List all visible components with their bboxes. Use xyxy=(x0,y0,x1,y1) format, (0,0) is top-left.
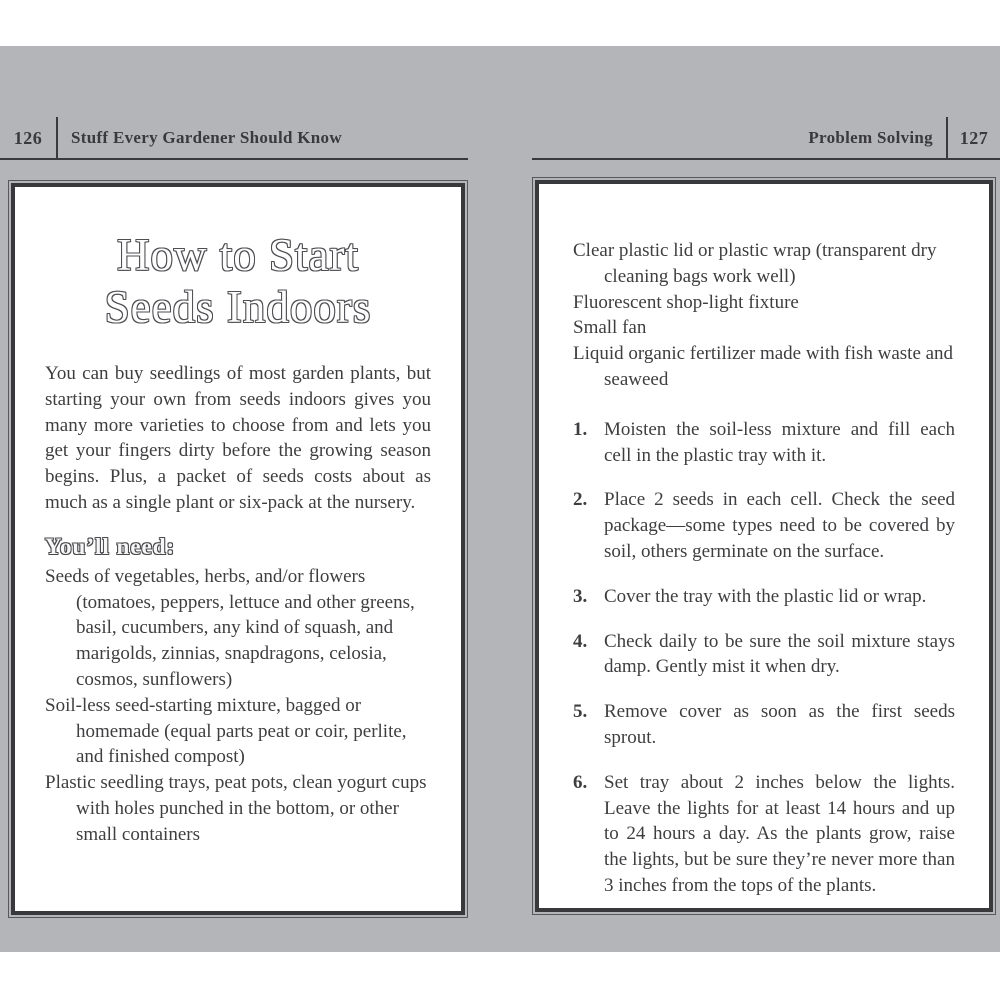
step-text: Cover the tray with the plastic lid or wrap. xyxy=(604,585,927,607)
right-page-content xyxy=(539,184,989,899)
need-item: Small fan xyxy=(573,317,647,339)
step-number: 2. xyxy=(573,489,588,511)
step-text: Remove cover as soon as the first seeds sprout. xyxy=(604,701,955,748)
need-item: Plastic seedling trays, peat pots, clean yogurt cups with holes punched in the bottom, or other small containers xyxy=(45,772,427,845)
step-number: 1. xyxy=(573,418,588,440)
need-item: Seeds of vegetables, herbs, and/or flowers (tomatoes, peppers, lettuce and other greens, basil, cucumbers, any kind of squash, and marigolds, zinnias, snapdragons, celosia, cosmos, sunflowers) xyxy=(45,565,415,690)
photo-background xyxy=(0,46,1000,952)
step-text: Moisten the soil-less mixture and fill each cell in the plastic tray with it. xyxy=(604,418,955,466)
need-item: Fluorescent shop-light fixture xyxy=(573,291,799,313)
left-page-frame xyxy=(11,183,465,915)
need-item: Clear plastic lid or plastic wrap (transparent dry cleaning bags work well) xyxy=(573,240,937,287)
right-page xyxy=(532,177,996,915)
page-title xyxy=(45,229,431,333)
running-header-left xyxy=(0,118,468,160)
left-page-content xyxy=(15,187,461,848)
right-page-frame xyxy=(535,180,993,912)
step-number: 4. xyxy=(573,630,588,652)
needs-list-right xyxy=(573,238,955,393)
page-number-left: 126 xyxy=(13,127,43,148)
step-item xyxy=(573,487,955,564)
step-text: Set tray about 2 inches below the lights. Leave the lights for at least 14 hours and up to 24 hours a day. As the plants grow, raise the lights, but be sure they’re never more than 3 inches from the tops of the plants. xyxy=(604,771,955,896)
step-number: 5. xyxy=(573,701,588,723)
page-title-line1: How to Start xyxy=(117,230,359,280)
step-item xyxy=(573,770,955,899)
step-item xyxy=(573,629,955,681)
steps-list xyxy=(573,417,955,899)
intro-paragraph: You can buy seedlings of most garden plants, but starting your own from seeds indoors gives you many more varieties to choose from and lets you get your fingers dirty before the growing season begins. Plus, a packet of seeds costs about as much as a single plant or six-pack at the nursery. xyxy=(45,363,431,513)
running-head-title-right: Problem Solving xyxy=(808,128,933,147)
needs-list-left xyxy=(45,564,431,848)
step-item xyxy=(573,584,955,610)
running-head-title-left: Stuff Every Gardener Should Know xyxy=(71,128,342,147)
need-item: Soil-less seed-starting mixture, bagged or homemade (equal parts peat or coir, perlite, and finished compost) xyxy=(45,694,407,768)
step-item xyxy=(573,699,955,751)
step-number: 3. xyxy=(573,585,588,607)
step-text: Check daily to be sure the soil mixture stays damp. Gently mist it when dry. xyxy=(604,630,955,678)
step-item xyxy=(573,417,955,469)
needs-heading: You’ll need: xyxy=(45,533,176,559)
step-text: Place 2 seeds in each cell. Check the seed package—some types need to be covered by soil, others germinate on the surface. xyxy=(604,489,955,562)
page-title-line2: Seeds Indoors xyxy=(104,282,372,332)
left-page xyxy=(8,180,468,918)
page-number-right: 127 xyxy=(959,127,989,148)
running-header-right xyxy=(532,118,1000,160)
need-item: Liquid organic fertilizer made with fish waste and seaweed xyxy=(573,343,954,390)
step-number: 6. xyxy=(573,771,588,793)
